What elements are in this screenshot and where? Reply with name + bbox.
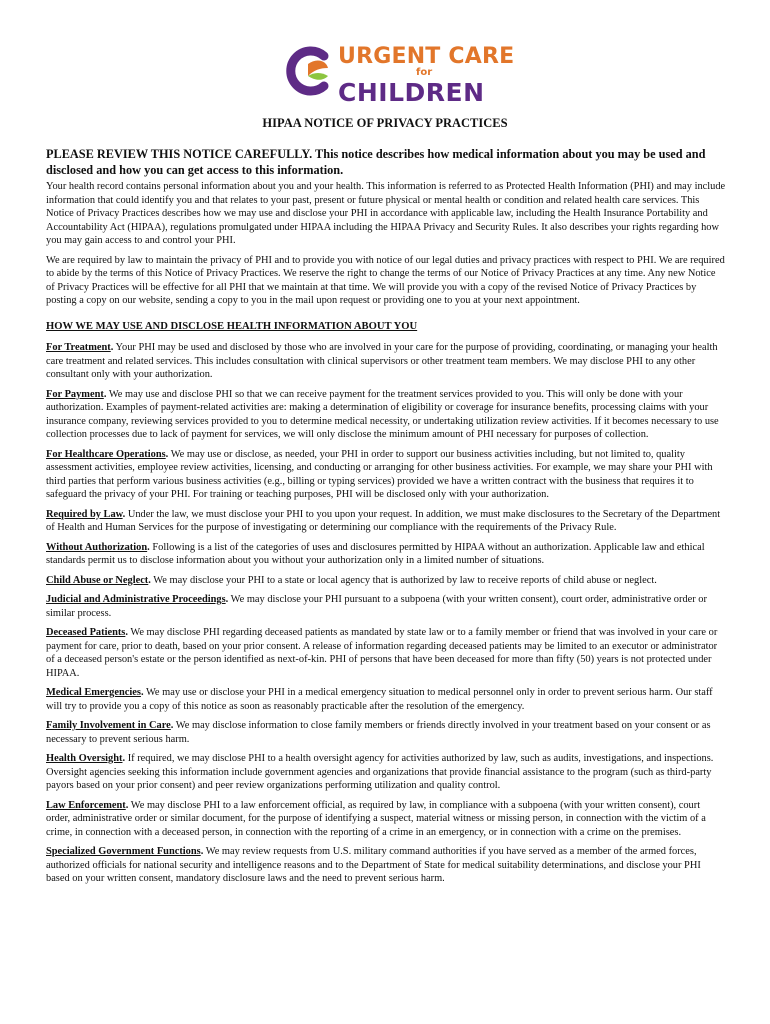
item-term: For Treatment bbox=[46, 342, 111, 353]
item-text: We may disclose PHI regarding deceased patients as mandated by state law or to a family member or friend that was involved in your care or payment for care, prior to death, based on your prior consent. A release of information regarding deceased patients may be limited to an executor or administrator of a deceased person's estate or the person identified as next-of-kin. PHI of persons that have been deceased for more than fifty (50) years is not protected under HIPAA. bbox=[46, 627, 718, 679]
list-item: Law Enforcement. We may disclose PHI to a law enforcement official, as required by law, in compliance with a subpoena (with your written consent), court order, administrative order or similar document, for the purpose of identifying a suspect, material witness or missing person, in connection with the victim of a crime, in connection with a deceased person, in connection with the reporting of a crime in an emergency, or in connection with a crime on the premises. bbox=[46, 799, 706, 838]
item-term: Without Authorization bbox=[46, 541, 148, 553]
intro-notice: PLEASE REVIEW THIS NOTICE CAREFULLY. This notice describes how medical information about you may be used and disclosed and how you can get access to this information. bbox=[46, 147, 706, 177]
list-item: Child Abuse or Neglect. We may disclose your PHI to a state or local agency that is authorized by law to receive reports of child abuse or neglect. bbox=[46, 574, 657, 586]
item-term: Health Oversight bbox=[46, 753, 123, 764]
item-text: We may disclose PHI to a law enforcement official, as required by law, in compliance with a subpoena (with your written consent), court order, administrative order or similar document, for the purpose of identifying a suspect, material witness or missing person, in connection with the victim of a crime, in connection with a deceased person, in connection with the reporting of a crime in an emergency, or in connection with a crime on the premises. bbox=[46, 799, 706, 838]
item-text: Following is a list of the categories of uses and disclosures permitted by HIPAA without an authorization. Applicable law and ethical standards permit us to disclose information about you without your authorization only in a limited number of situations. bbox=[46, 541, 705, 566]
c-leaf-icon bbox=[286, 46, 332, 96]
list-item: Without Authorization. Following is a list of the categories of uses and disclosures permitted by HIPAA without an authorization. Applicable law and ethical standards permit us to disclose information about you without your authorization only in a limited number of situations. bbox=[46, 541, 705, 566]
item-term: Medical Emergencies bbox=[46, 687, 141, 698]
item-term: Law Enforcement bbox=[46, 799, 126, 811]
item-text: We may use or disclose your PHI in a medical emergency situation to medical personnel only in order to prevent serious harm. Our staff will try to provide you a copy of this notice as soon as reasonably practicable after the resolution of the emergency. bbox=[46, 687, 713, 712]
item-term: For Payment bbox=[46, 388, 104, 400]
item-text: We may review requests from U.S. military command authorities if you have served as a member of the armed forces, authorized officials for national security and intelligence reasons and to the Department of State for medical suitability determinations, and disclose your PHI based on your written consent, mandatory disclosure laws and the need to prevent serious harm. bbox=[46, 846, 701, 884]
list-item: For Healthcare Operations. We may use or disclose, as needed, your PHI in order to support our business activities including, but not limited to, quality assessment activities, employee review activities, licensing, and conducting or arranging for other business activities. For example, we may share your PHI with third parties that perform various business activities (e.g., billing or typing services) provided we have a written contract with the business that requires it to safeguard the privacy of your PHI. For training or teaching purposes, PHI will be disclosed only with your authorization. bbox=[46, 448, 713, 500]
item-term: Required by Law bbox=[46, 508, 123, 520]
item-term: Deceased Patients bbox=[46, 627, 126, 638]
list-item: Medical Emergencies. We may use or disclose your PHI in a medical emergency situation to medical personnel only in order to prevent serious harm. Our staff will try to provide you a copy of this notice as soon as reasonably practicable after the resolution of the emergency. bbox=[46, 687, 713, 712]
item-term: For Healthcare Operations bbox=[46, 448, 166, 460]
list-item: Health Oversight. If required, we may disclose PHI to a health oversight agency for activities authorized by law, such as audits, investigations, and inspections. Oversight agencies seeking this information include government agencies and organizations that provide financial assistance to the program (such as third-party payors based on your prior consent) and peer review organizations performing utilization and quality control. bbox=[46, 753, 714, 791]
item-term: Family Involvement in Care bbox=[46, 720, 171, 731]
list-item: For Treatment. Your PHI may be used and disclosed by those who are involved in your care for the purpose of providing, coordinating, or managing your health care treatment and related services. This includes consultation with clinical supervisors or other treatment team members. We may disclose PHI to any other consultant only with your authorization. bbox=[46, 342, 718, 380]
section-heading: HOW WE MAY USE AND DISCLOSE HEALTH INFORMATION ABOUT YOU bbox=[46, 320, 418, 332]
list-item: For Payment. We may use and disclose PHI so that we can receive payment for the treatment services provided to you. This will only be done with your authorization. Examples of payment-related activities are: making a determination of eligibility or coverage for insurance benefits, processing claims with your insurance company, reviewing services provided to you to determine medical necessity, or undertaking utilization review activities. If it becomes necessary to use collection processes due to lack of payment for services, we will only disclose the minimum amount of PHI necessary for purposes of collection. bbox=[46, 388, 719, 440]
list-item: Specialized Government Functions. We may review requests from U.S. military command authorities if you have served as a member of the armed forces, authorized officials for national security and intelligence reasons and to the Department of State for medical suitability determinations, and disclose your PHI based on your written consent, mandatory disclosure laws and the need to prevent serious harm. bbox=[46, 846, 701, 884]
paragraph-legal-duties: We are required by law to maintain the privacy of PHI and to provide you with notice of our legal duties and privacy practices with respect to PHI. We are required to abide by the terms of this Notice of Privacy Practices. We reserve the right to change the terms of our Notice of Privacy Practices at any time. Any new Notice of Privacy Practices will be effective for all PHI that we maintain at that time. We will provide you with a copy of the revised Notice of Privacy Practices by posting a copy on our website, sending a copy to you in the mail upon request or providing one to you at your next appointment. bbox=[46, 254, 725, 306]
item-text: Under the law, we must disclose your PHI to you upon your request. In addition, we must make disclosures to the Secretary of the Department of Health and Human Services for the purpose of investigating or determining our compliance with the requirements of the Privacy Rule. bbox=[46, 508, 721, 533]
list-item: Required by Law. Under the law, we must disclose your PHI to you upon your request. In addition, we must make disclosures to the Secretary of the Department of Health and Human Services for the purpose of investigating or determining our compliance with the requirements of the Privacy Rule. bbox=[46, 508, 721, 533]
logo-line-urgent-care: URGENT CARE bbox=[338, 44, 515, 69]
item-text: If required, we may disclose PHI to a health oversight agency for activities authorized by law, such as audits, investigations, and inspections. Oversight agencies seeking this information include government agencies and organizations that provide financial assistance to the program (such as third-party payors based on your prior consent) and peer review organizations performing utilization and quality control. bbox=[46, 753, 714, 791]
item-term: Child Abuse or Neglect bbox=[46, 574, 149, 586]
document-title: HIPAA NOTICE OF PRIVACY PRACTICES bbox=[262, 116, 508, 130]
paragraph-phi-description: Your health record contains personal information about you and your health. This information is referred to as Protected Health Information (PHI) and may include information that could identify you and that relates to your past, present or future physical or mental health or condition and related health care services. This Notice of Privacy Practices describes how we may use and disclose your PHI in accordance with applicable law, including the Health Insurance Portability and Accountability Act (HIPAA), regulations promulgated under HIPAA including the HIPAA Privacy and Security Rules. It also describes your rights regarding how you may gain access to and control your PHI. bbox=[46, 181, 726, 246]
item-text: We may disclose your PHI pursuant to a subpoena (with your written consent), court order, administrative order or similar process. bbox=[46, 594, 707, 619]
logo-line-for: for bbox=[416, 67, 433, 78]
disclosure-list bbox=[46, 341, 726, 886]
item-text: We may disclose your PHI to a state or local agency that is authorized by law to receive reports of child abuse or neglect. bbox=[150, 574, 657, 586]
logo-line-children: CHILDREN bbox=[338, 78, 485, 107]
item-text: We may use and disclose PHI so that we can receive payment for the treatment services provided to you. This will only be done with your authorization. Examples of payment-related activities are: making a determination of eligibility or coverage for insurance benefits, processing claims with your insurance company, reviewing services provided to you to determine medical necessity, or undertaking utilization review activities. If it becomes necessary to use collection processes due to lack of payment for services, we will only disclose the minimum amount of PHI necessary for purposes of collection. bbox=[46, 388, 719, 440]
list-item: Deceased Patients. We may disclose PHI regarding deceased patients as mandated by state law or to a family member or friend that was involved in your care or payment for care, prior to death, based on your prior consent. A release of information regarding deceased patients may be limited to an executor or administrator of a deceased person's estate or the person identified as next-of-kin. PHI of persons that have been deceased for more than fifty (50) years is not protected under HIPAA. bbox=[46, 627, 718, 679]
item-term: Judicial and Administrative Proceedings bbox=[46, 594, 226, 605]
item-text: We may disclose information to close family members or friends directly involved in your treatment based on your consent or as necessary to prevent serious harm. bbox=[46, 720, 711, 745]
item-term: Specialized Government Functions bbox=[46, 846, 201, 857]
list-item: Family Involvement in Care. We may disclose information to close family members or friends directly involved in your treatment based on your consent or as necessary to prevent serious harm. bbox=[46, 720, 711, 745]
item-text: We may use or disclose, as needed, your PHI in order to support our business activities including, but not limited to, quality assessment activities, employee review activities, licensing, and conducting or arranging for other business activities. For example, we may share your PHI with third parties that perform various business activities (e.g., billing or typing services) provided we have a written contract with the business that requires it to safeguard the privacy of your PHI. For training or teaching purposes, PHI will be disclosed only with your authorization. bbox=[46, 448, 713, 500]
document-body bbox=[46, 180, 726, 892]
urgent-care-for-children-logo bbox=[286, 36, 586, 107]
list-item: Judicial and Administrative Proceedings. We may disclose your PHI pursuant to a subpoena (with your written consent), court order, administrative order or similar process. bbox=[46, 594, 707, 619]
item-text: Your PHI may be used and disclosed by those who are involved in your care for the purpose of providing, coordinating, or managing your health care treatment and related services. This includes consultation with clinical supervisors or other treatment team members. We may disclose PHI to any other consultant only with your authorization. bbox=[46, 342, 718, 380]
